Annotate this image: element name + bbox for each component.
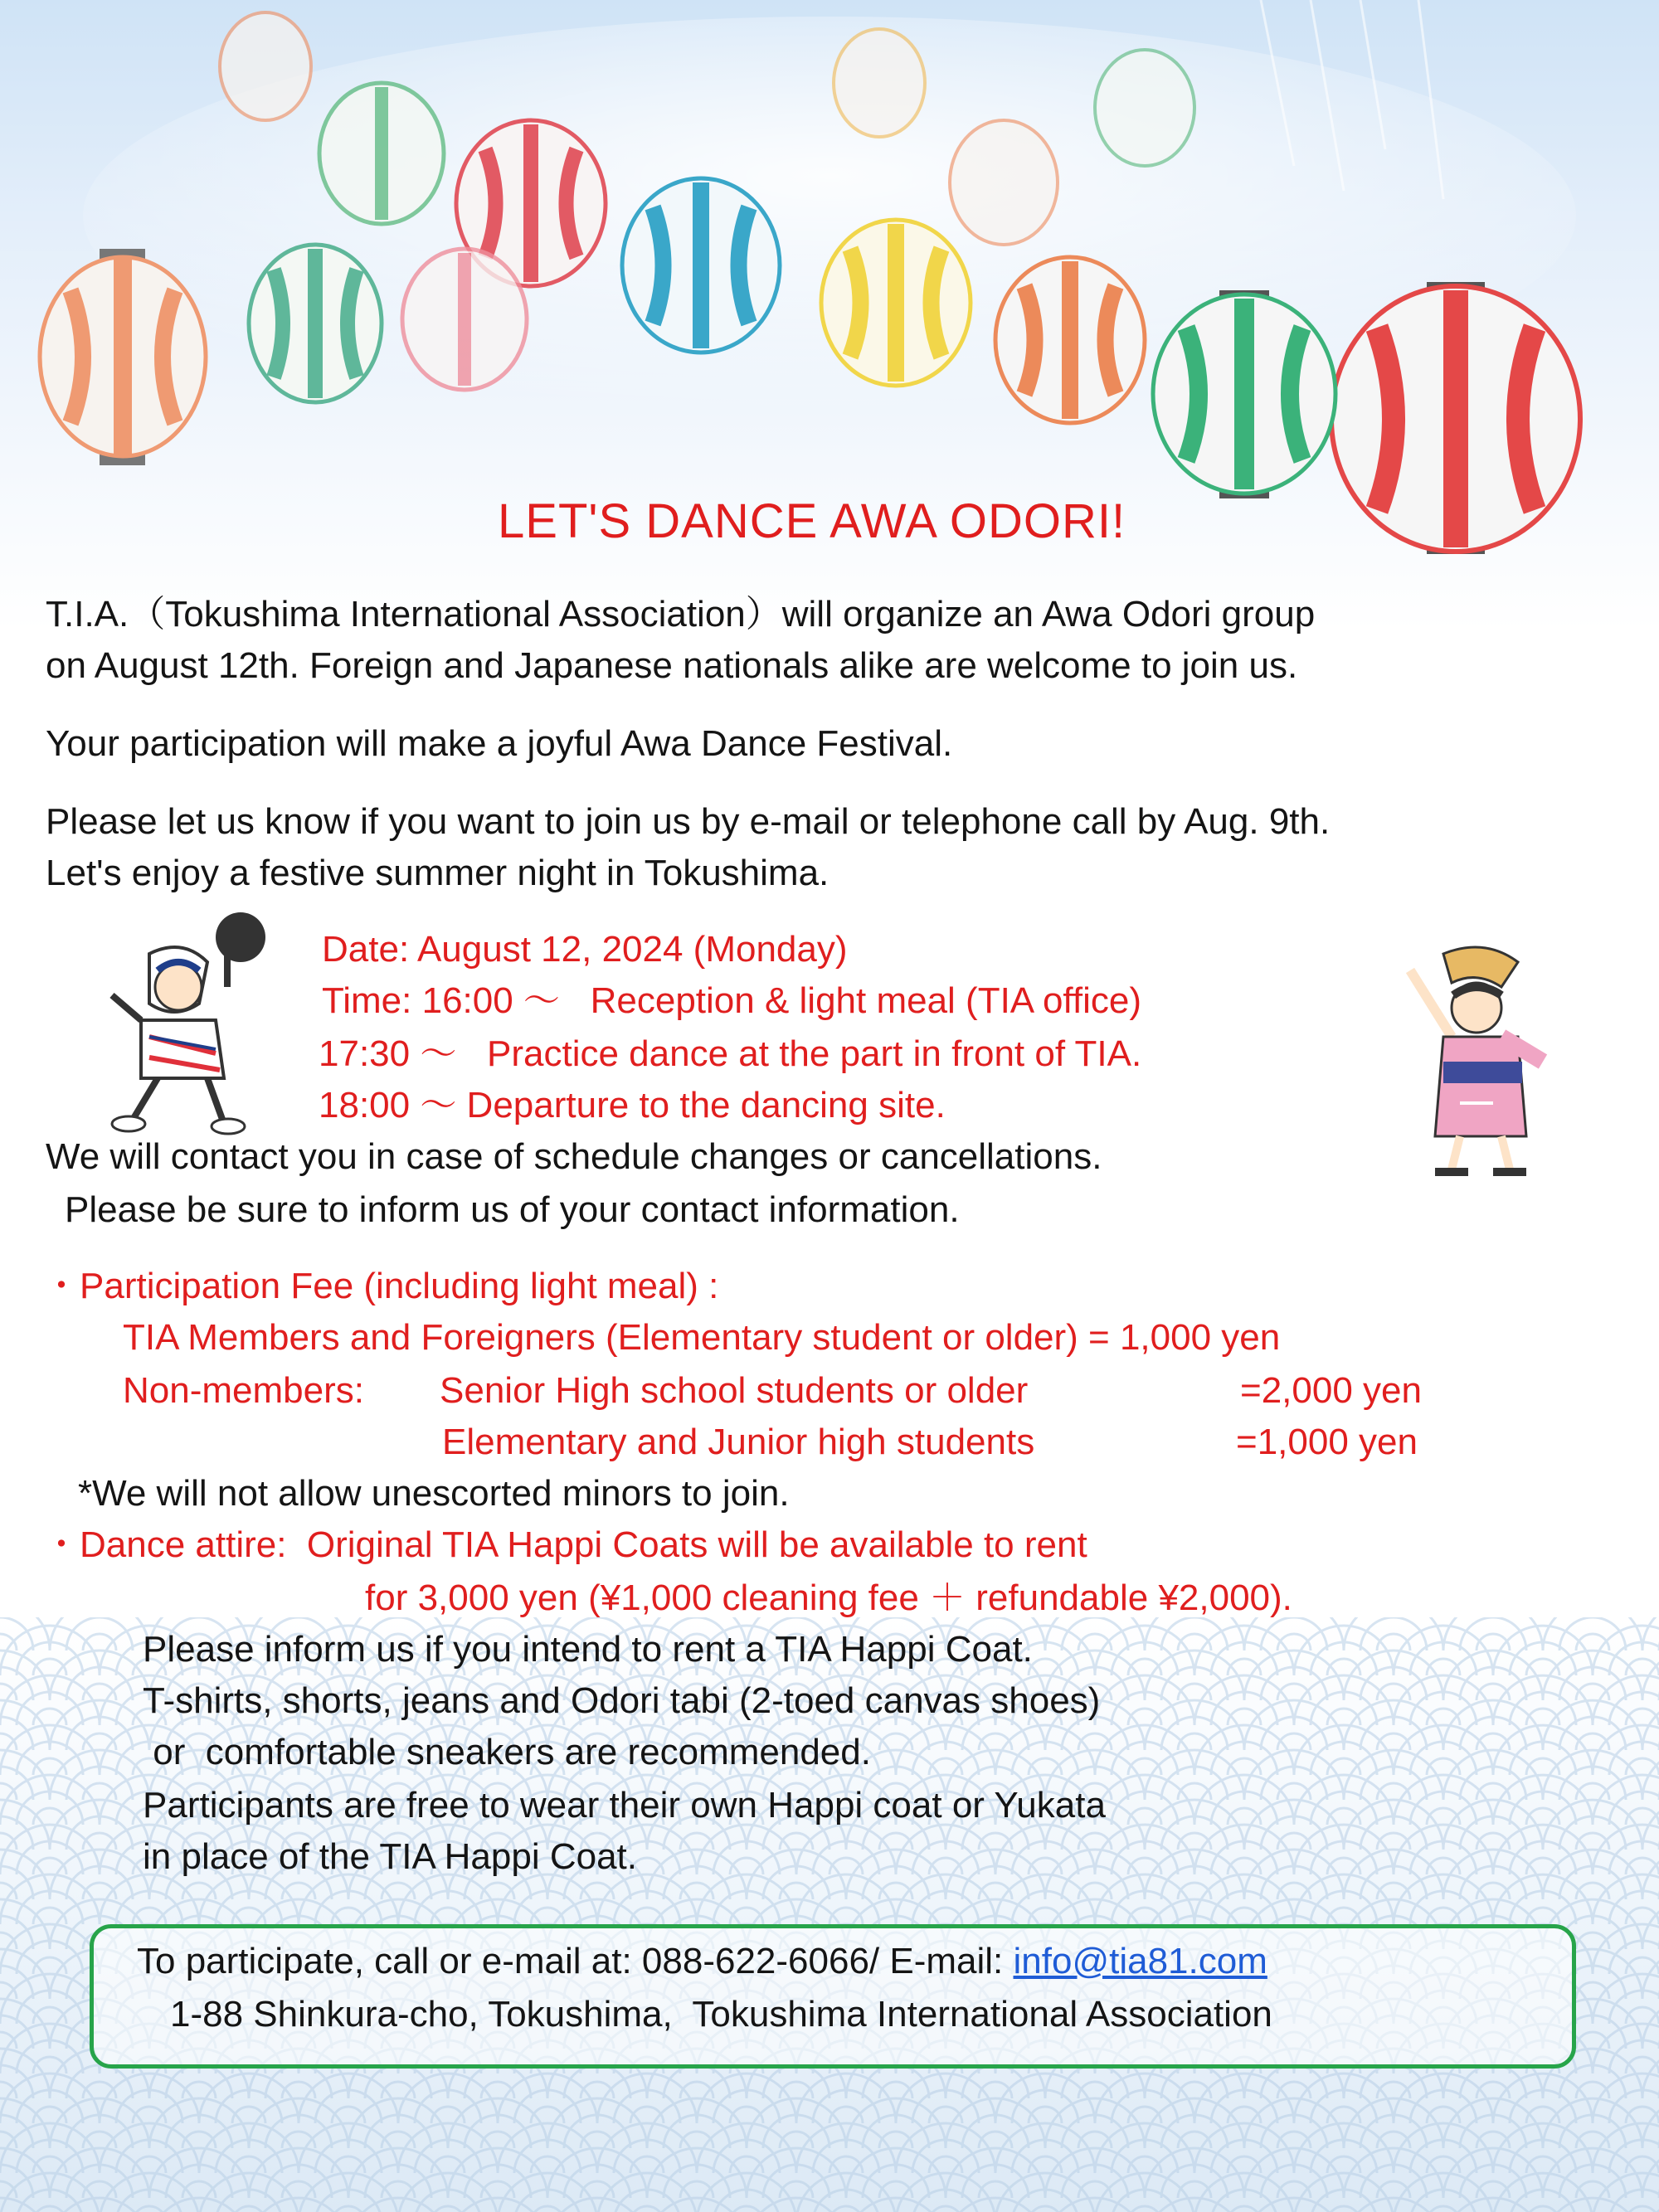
wave-arc — [348, 2098, 448, 2148]
wave-arc — [33, 2206, 66, 2212]
schedule-change-notice: We will contact you in case of schedule changes or cancellations. — [46, 1136, 1102, 1177]
attire-price: for 3,000 yen (¥1,000 cleaning fee ＋ refundable ¥2,000). — [365, 1578, 1292, 1618]
wave-arc — [1244, 2198, 1344, 2212]
attire-line-2: T-shirts, shorts, jeans and Odori tabi (2-toed canvas shoes) — [143, 1680, 1101, 1721]
lantern-green-left — [249, 245, 382, 402]
fee-nonmembers-label: Non-members: — [123, 1370, 364, 1411]
wave-arc — [133, 2206, 166, 2212]
wave-arc — [1543, 1700, 1642, 1750]
wave-arc — [929, 2206, 962, 2212]
wave-arc — [697, 1825, 796, 1874]
attire-line-4: Participants are free to wear their own Happi coat or Yukata — [143, 1785, 1106, 1826]
lantern-orange-right — [995, 257, 1145, 423]
wave-arc — [1543, 1800, 1642, 1850]
event-time-1: Time: 16:00 ～ Reception & light meal (TIA office) — [322, 980, 1141, 1021]
intro-line-1: T.I.A.（Tokushima International Association）will organize an Awa Odori group — [46, 594, 1316, 634]
minors-note: *We will not allow unescorted minors to join. — [78, 1473, 790, 1514]
lantern-green-right — [1153, 290, 1335, 498]
attire-heading: ・Dance attire: Original TIA Happi Coats will be available to rent — [43, 1524, 1087, 1565]
wave-arc — [1493, 2123, 1593, 2173]
wave-arc — [348, 2198, 448, 2212]
wave-arc — [547, 2198, 647, 2212]
contact-phone-line — [137, 1936, 1267, 1987]
wave-arc — [0, 1617, 50, 1650]
wave-arc — [431, 2206, 465, 2212]
wave-arc — [747, 1850, 846, 1899]
wave-arc — [946, 2198, 1045, 2212]
wave-arc — [1543, 1850, 1642, 1899]
fee-members: TIA Members and Foreigners (Elementary student or older) = 1,000 yen — [123, 1317, 1281, 1358]
wave-arc — [830, 2206, 863, 2212]
wave-arc — [1642, 2198, 1659, 2212]
wave-arc — [1327, 2206, 1360, 2212]
wave-arc — [232, 2206, 265, 2212]
attire-line-3: or comfortable sneakers are recommended. — [143, 1732, 871, 1772]
lantern-red-large — [1331, 282, 1580, 554]
wave-arc — [1493, 1626, 1593, 1675]
wave-arc — [1344, 2198, 1443, 2212]
join-request-line-2: Let's enjoy a festive summer night in Tokushima. — [46, 853, 830, 893]
wave-arc — [647, 2198, 747, 2212]
wave-arc — [1228, 2206, 1261, 2212]
wave-arc — [697, 1874, 796, 1924]
contact-info-request: Please be sure to inform us of your contact information. — [65, 1189, 960, 1230]
page-title: LET'S DANCE AWA ODORI! — [498, 494, 1126, 548]
wave-arc — [50, 2198, 149, 2212]
lantern-green-topleft — [319, 83, 444, 224]
wave-arc — [149, 2198, 249, 2212]
wave-arc — [249, 2198, 348, 2212]
wave-arc — [747, 2198, 846, 2212]
wave-arc — [846, 2198, 946, 2212]
wave-arc — [697, 2123, 796, 2173]
wave-arc — [1493, 1874, 1593, 1924]
wave-arc — [332, 2206, 365, 2212]
wave-arc — [1543, 2148, 1642, 2198]
wave-arc — [1526, 2206, 1559, 2212]
wave-arc — [1543, 2098, 1642, 2148]
join-request-line-1: Please let us know if you want to join us by e-mail or telephone call by Aug. 9th. — [46, 801, 1331, 842]
fee-heading: ・Participation Fee (including light meal) : — [43, 1266, 719, 1306]
contact-prefix: To participate, call or e-mail at: 088-622-6066/ E-mail: — [137, 1941, 1014, 1981]
male-dancer-illustration — [91, 904, 274, 1136]
lantern-yellow-center — [821, 220, 971, 386]
wave-arc — [299, 2123, 398, 2173]
wave-arc — [1493, 1725, 1593, 1775]
wave-arc — [1443, 2198, 1543, 2212]
fee-senior-label: Senior High school students or older — [440, 1370, 1029, 1411]
wave-arc — [747, 2148, 846, 2198]
participation-line: Your participation will make a joyful Awa Dance Festival. — [46, 723, 953, 764]
email-link[interactable]: info@tia81.com — [1013, 1941, 1267, 1981]
wave-arc — [630, 2206, 664, 2212]
wave-arc — [1493, 2073, 1593, 2123]
event-time-3: 18:00 ～ Departure to the dancing site. — [319, 1085, 946, 1125]
wave-arc — [747, 2098, 846, 2148]
wave-arc — [1045, 2198, 1145, 2212]
wave-arc — [1145, 2198, 1244, 2212]
attire-line-5: in place of the TIA Happi Coat. — [143, 1836, 637, 1877]
wave-arc — [299, 2073, 398, 2123]
wave-arc — [697, 2073, 796, 2123]
intro-line-2: on August 12th. Foreign and Japanese nationals alike are welcome to join us. — [46, 645, 1298, 686]
event-date: Date: August 12, 2024 (Monday) — [322, 929, 848, 970]
lantern-pink-small — [402, 249, 527, 390]
fee-junior-price: =1,000 yen — [1236, 1422, 1418, 1462]
wave-arc — [1543, 2198, 1642, 2212]
event-time-2: 17:30 ～ Practice dance at the part in front of TIA. — [319, 1033, 1142, 1074]
wave-arc — [1543, 1650, 1642, 1700]
wave-arc — [448, 2198, 547, 2212]
wave-arc — [1543, 1750, 1642, 1800]
wave-arc — [1029, 2206, 1062, 2212]
wave-arc — [1128, 2206, 1161, 2212]
fee-senior-price: =2,000 yen — [1240, 1370, 1422, 1411]
wave-arc — [1493, 1775, 1593, 1825]
wave-arc — [531, 2206, 564, 2212]
contact-address: 1-88 Shinkura-cho, Tokushima, Tokushima International Association — [170, 1994, 1272, 2035]
female-dancer-illustration — [1377, 937, 1559, 1186]
wave-arc — [730, 2206, 763, 2212]
wave-arc — [1626, 2206, 1659, 2212]
wave-arc — [348, 2148, 448, 2198]
lantern-teal-center — [622, 178, 780, 352]
fee-junior-label: Elementary and Junior high students — [442, 1422, 1035, 1462]
wave-arc — [1493, 1825, 1593, 1874]
wave-arc — [1493, 1675, 1593, 1725]
wave-arc — [1427, 2206, 1460, 2212]
attire-line-1: Please inform us if you intend to rent a TIA Happi Coat. — [143, 1629, 1033, 1670]
